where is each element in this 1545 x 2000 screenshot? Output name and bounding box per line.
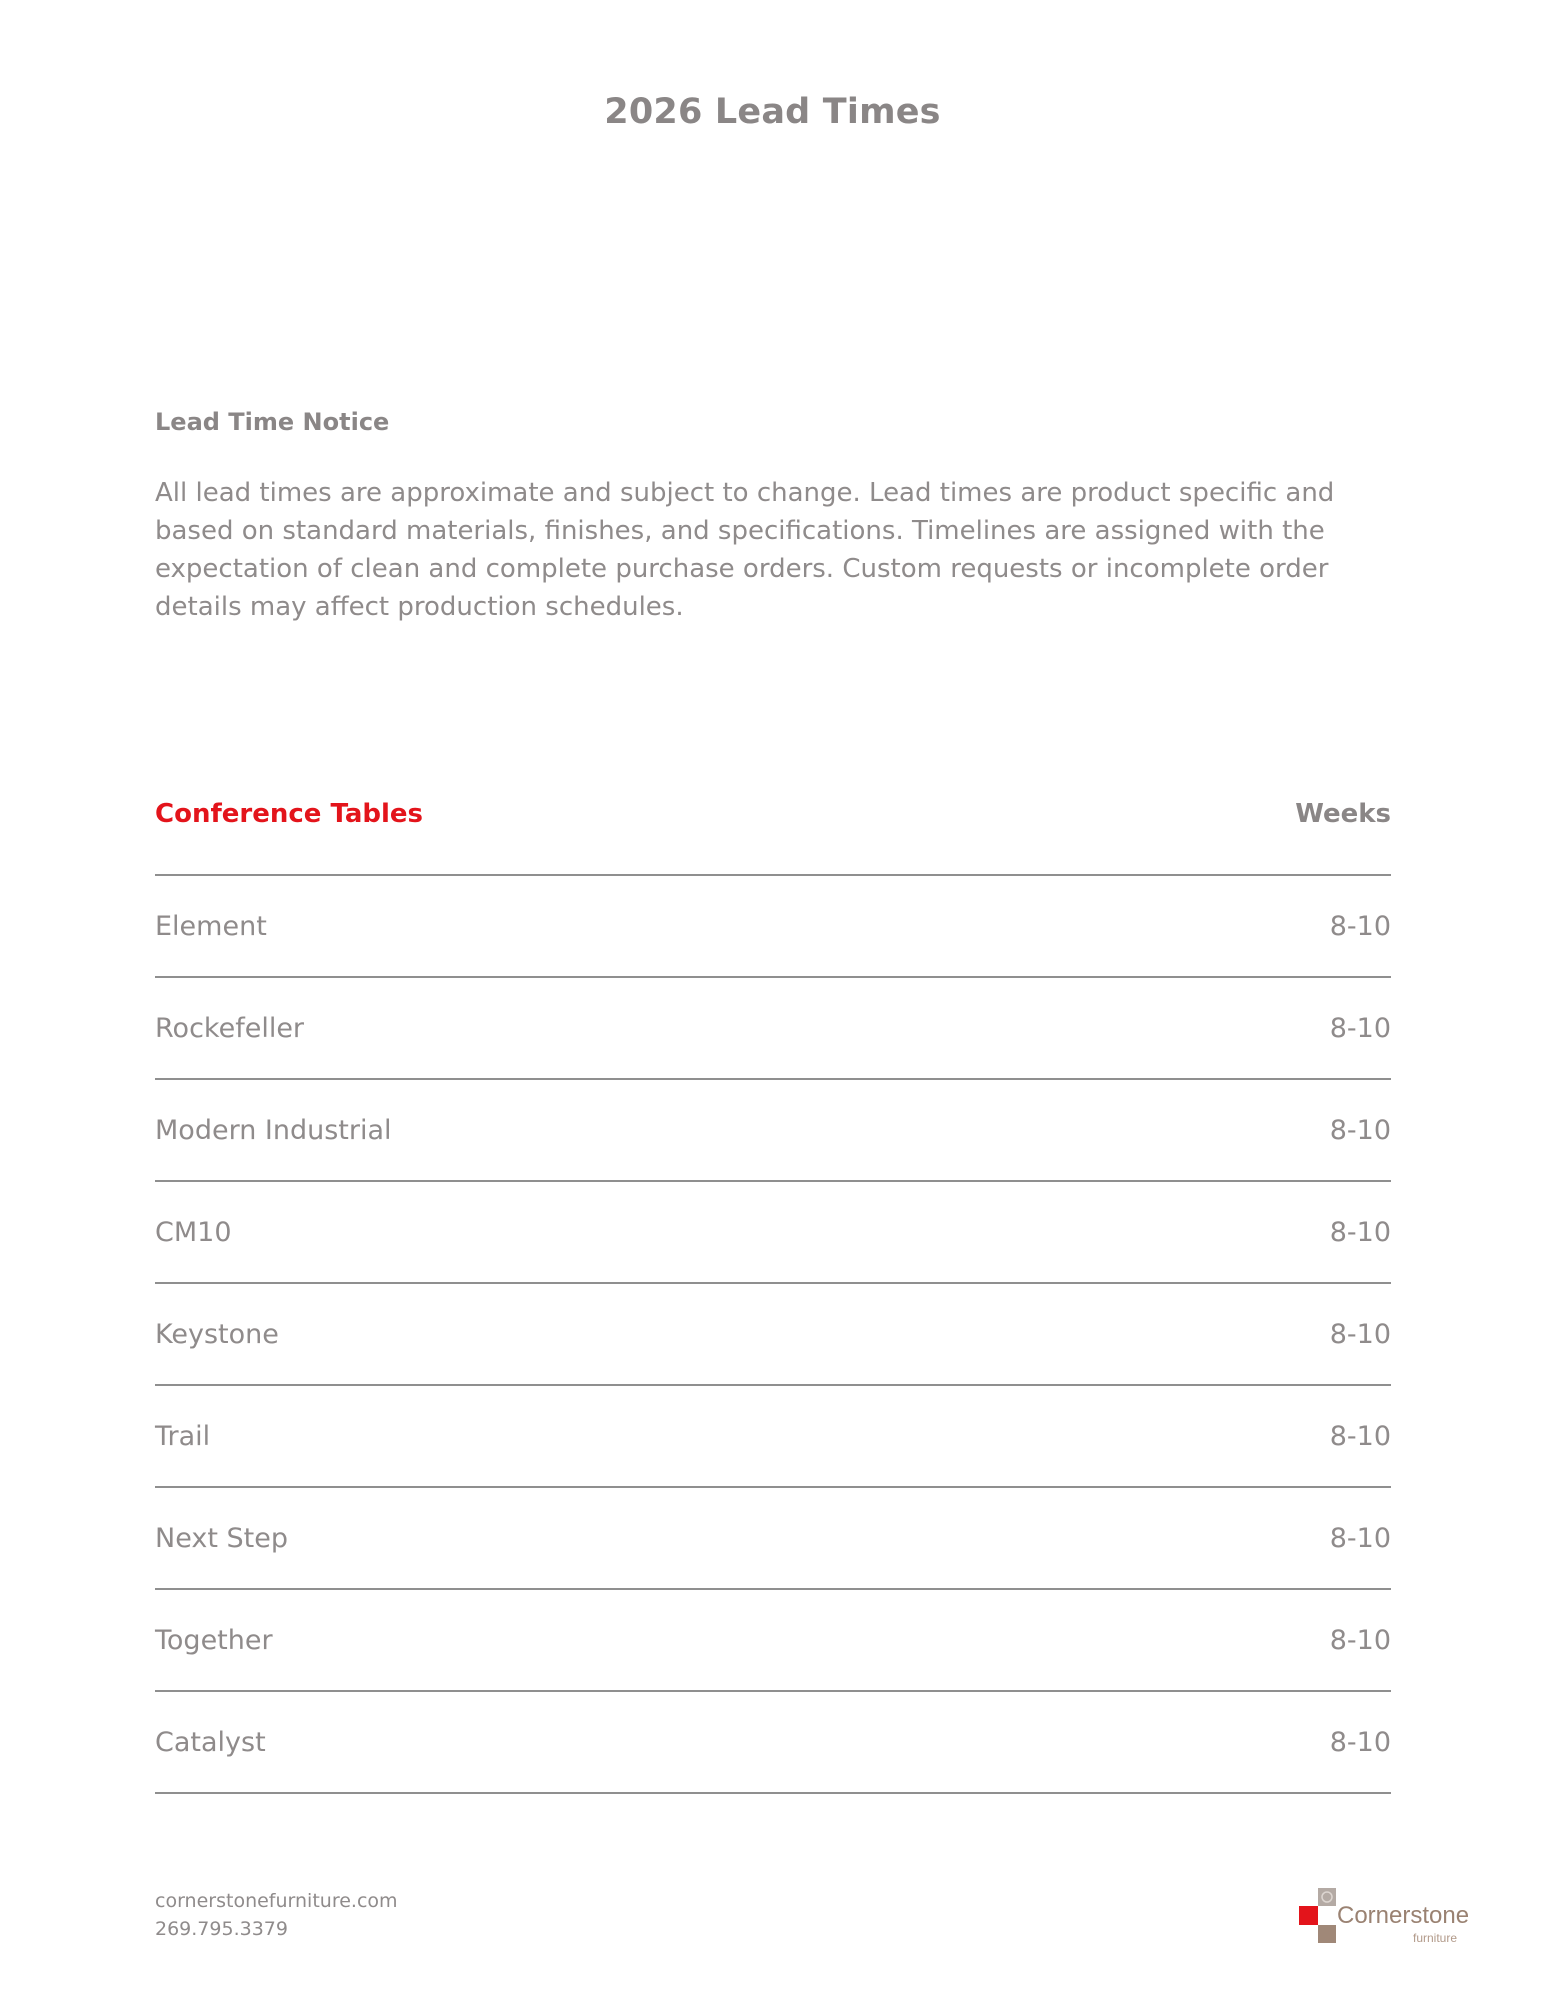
lead-times-table xyxy=(155,795,1391,1794)
weeks-heading: Weeks xyxy=(1295,799,1391,829)
page-title: 2026 Lead Times xyxy=(604,92,941,132)
product-name: Together xyxy=(155,1625,273,1656)
lead-time-weeks: 8-10 xyxy=(1329,1625,1391,1656)
product-name: Modern Industrial xyxy=(155,1115,392,1146)
notice-body xyxy=(155,474,1355,626)
notice-line: based on standard materials, finishes, and specifications. Timelines are assigned with the xyxy=(155,516,1325,546)
category-heading: Conference Tables xyxy=(155,799,424,829)
cornerstone-blocks-icon xyxy=(1297,1886,1337,1946)
notice-line: details may affect production schedules. xyxy=(155,592,684,622)
lead-time-weeks: 8-10 xyxy=(1329,1523,1391,1554)
product-name: Trail xyxy=(155,1421,211,1452)
table-row xyxy=(155,876,1391,978)
product-name: CM10 xyxy=(155,1217,232,1248)
logo-brand-text: Cornerstone xyxy=(1337,1902,1470,1929)
table-row xyxy=(155,1182,1391,1284)
table-row xyxy=(155,1284,1391,1386)
product-name: Rockefeller xyxy=(155,1013,305,1044)
logo-sub-text: furniture xyxy=(1413,1931,1458,1945)
table-row xyxy=(155,1386,1391,1488)
product-name: Element xyxy=(155,911,267,942)
lead-time-weeks: 8-10 xyxy=(1329,1013,1391,1044)
table-row xyxy=(155,978,1391,1080)
notice-line: expectation of clean and complete purchase orders. Custom requests or incomplete order xyxy=(155,554,1329,584)
lead-time-weeks: 8-10 xyxy=(1329,1727,1391,1758)
table-header xyxy=(155,795,1391,876)
footer-contact xyxy=(155,1887,398,1943)
table-row xyxy=(155,1590,1391,1692)
lead-time-weeks: 8-10 xyxy=(1329,1217,1391,1248)
notice-line: All lead times are approximate and subject to change. Lead times are product specific and xyxy=(155,478,1335,508)
table-row xyxy=(155,1488,1391,1590)
lead-time-weeks: 8-10 xyxy=(1329,1319,1391,1350)
footer-website: cornerstonefurniture.com xyxy=(155,1890,398,1912)
product-name: Keystone xyxy=(155,1319,279,1350)
footer-phone: 269.795.3379 xyxy=(155,1918,288,1940)
lead-time-weeks: 8-10 xyxy=(1329,1421,1391,1452)
notice-heading: Lead Time Notice xyxy=(155,408,390,436)
company-logo xyxy=(1297,1886,1497,1946)
product-name: Next Step xyxy=(155,1523,288,1554)
product-name: Catalyst xyxy=(155,1727,266,1758)
table-row xyxy=(155,1692,1391,1794)
lead-time-weeks: 8-10 xyxy=(1329,911,1391,942)
lead-time-weeks: 8-10 xyxy=(1329,1115,1391,1146)
table-row xyxy=(155,1080,1391,1182)
